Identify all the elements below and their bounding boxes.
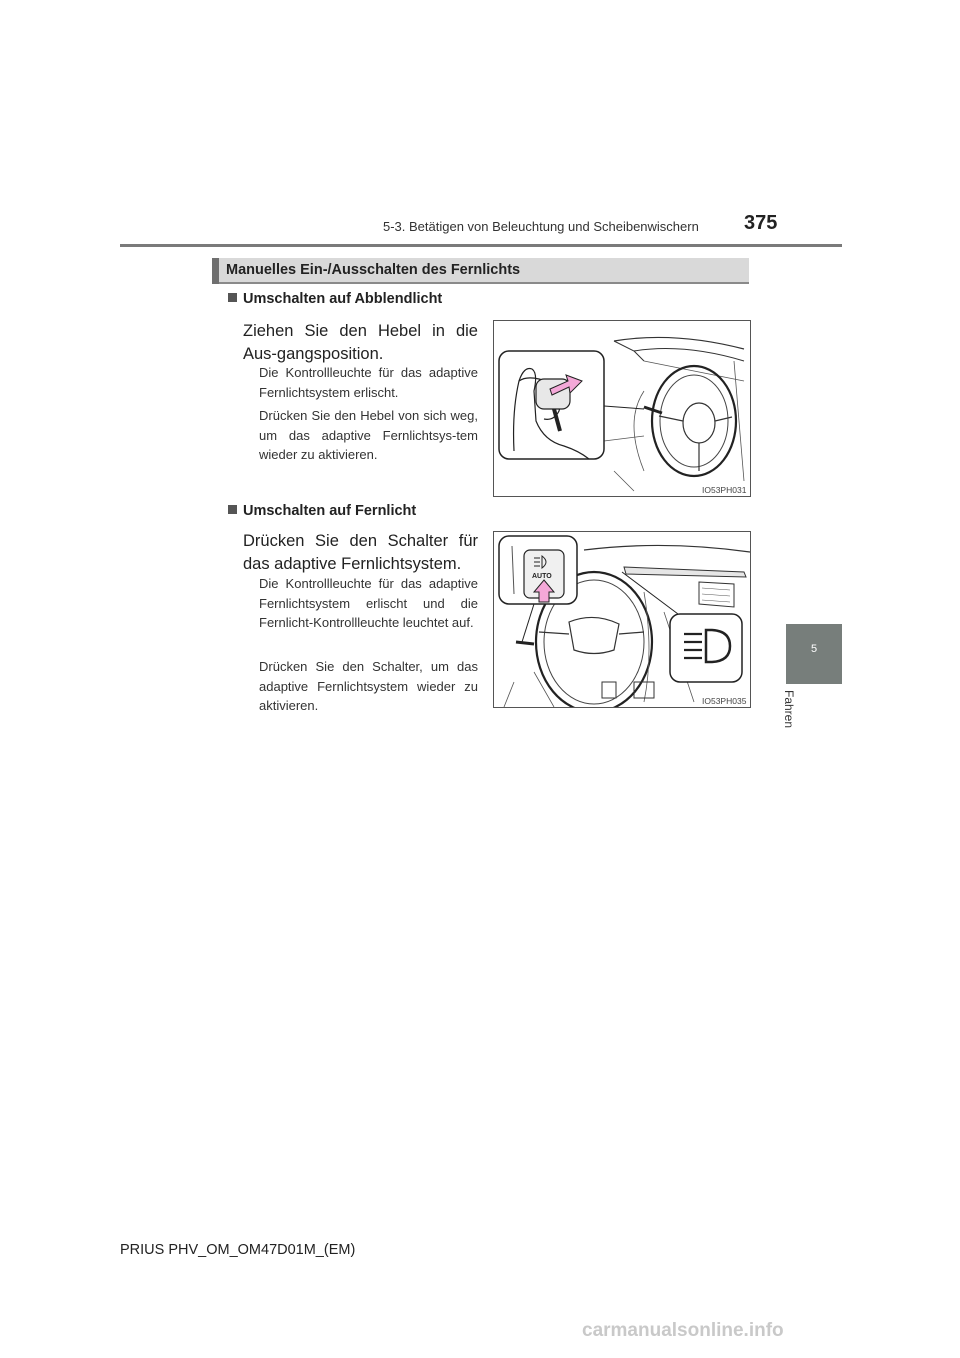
footer-document-code: PRIUS PHV_OM_OM47D01M_(EM) [120,1242,356,1258]
header-section-title: 5-3. Betätigen von Beleuchtung und Scheibenwischern [383,219,699,234]
auto-button-text: AUTO [532,573,552,580]
chapter-label: Fahren [782,690,796,729]
page-number: 375 [744,212,778,234]
instruction-high-beam: Drücken Sie den Schalter für das adaptive Fernlichtsystem. [243,532,478,573]
subheading-low-beam: Umschalten auf Abblendlicht [228,291,442,307]
section-heading-bar [212,258,219,284]
note-high-beam-2: Drücken Sie den Schalter, um das adaptive Fernlichtsystem wieder zu aktivieren. [259,659,478,713]
instruction-low-beam: Ziehen Sie den Hebel in die Aus-gangsposition. [243,322,478,363]
subheading-high-beam: Umschalten auf Fernlicht [228,503,416,519]
note-low-beam-2: Drücken Sie den Hebel von sich weg, um das adaptive Fernlichtsys-tem wieder zu aktivieren. [259,408,478,462]
note-high-beam-1: Die Kontrollleuchte für das adaptive Fernlichtsystem erlischt und die Fernlicht-Kontrollleuchte leuchtet auf. [259,576,478,630]
header-divider [120,244,842,247]
section-title: Manuelles Ein-/Ausschalten des Fernlichts [226,262,521,278]
figure-lever-illustration [493,320,751,497]
note-low-beam-1: Die Kontrollleuchte für das adaptive Fernlichtsystem erlischt. [259,365,478,400]
figure-switch-illustration [493,531,751,708]
square-bullet-icon [228,505,237,514]
chapter-number: 5 [810,643,818,655]
figure-code: IO53PH035 [702,696,747,706]
switch-illustration [494,532,750,707]
watermark: carmanualsonline.info [582,1320,784,1341]
square-bullet-icon [228,293,237,302]
lever-illustration [494,321,750,496]
figure-code: IO53PH031 [702,485,747,495]
